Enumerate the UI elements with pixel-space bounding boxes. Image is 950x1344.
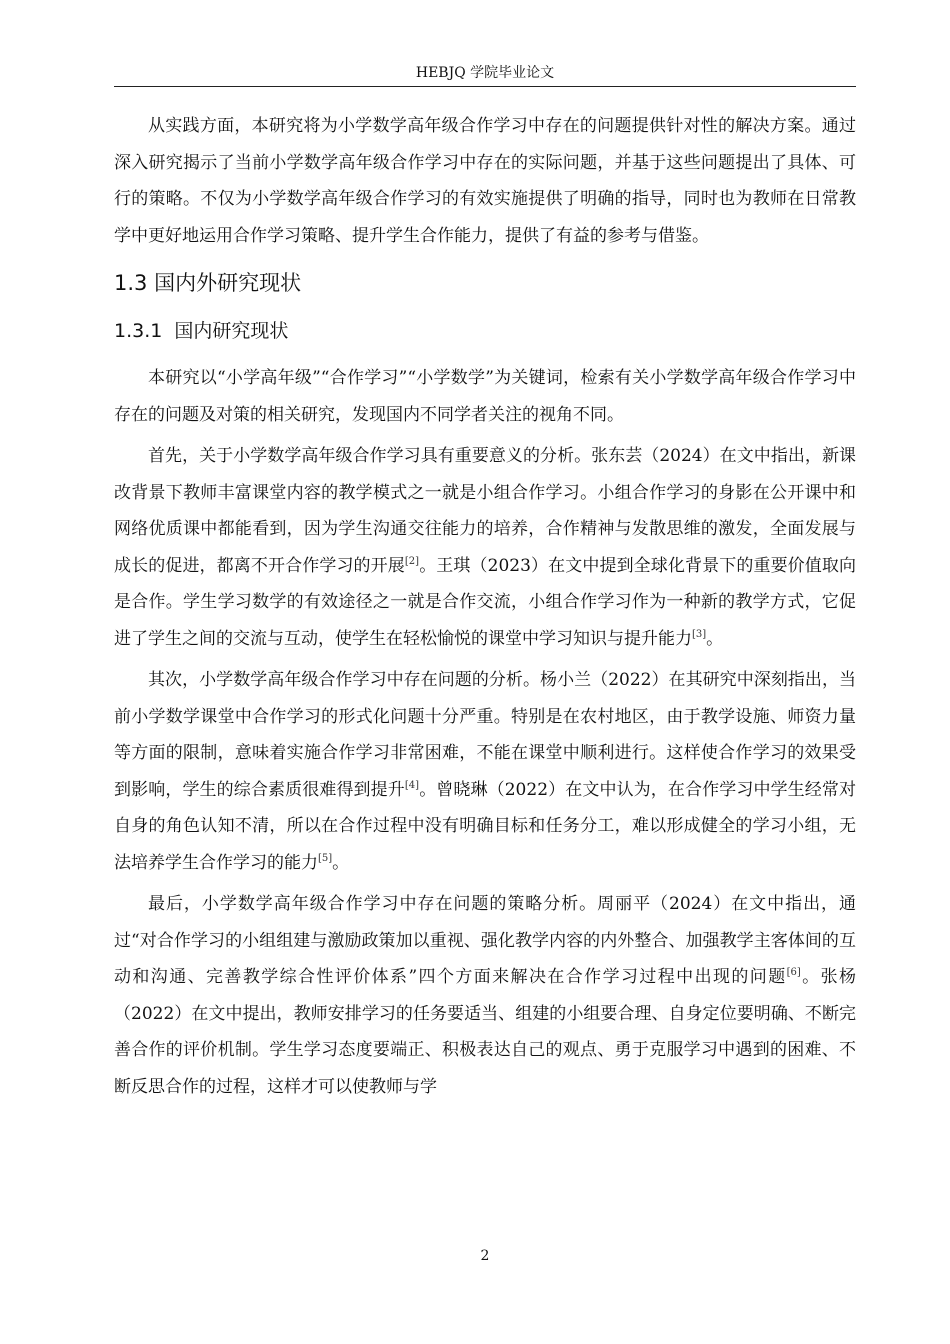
paragraph-last [114, 886, 856, 1105]
page-header: HEBJQ 学院毕业论文 [415, 65, 555, 81]
page-body [114, 108, 856, 1110]
paragraph-intro: 本研究以“小学高年级”“合作学习”“小学数学”为关键词，检索有关小学数学高年级合作学习中存在的问题及对策的相关研究，发现国内不同学者关注的视角不同。 [114, 368, 856, 425]
paragraph-first-text-c: 。 [706, 628, 724, 649]
paragraph-first [114, 438, 856, 657]
subsection-title: 国内研究现状 [174, 320, 289, 342]
paragraph-practice: 从实践方面，本研究将为小学数学高年级合作学习中存在的问题提供针对性的解决方案。通过深入研究揭示了当前小学数学高年级合作学习中存在的实际问题，并基于这些问题提出了具体、可行的策略。不仅为小学数学高年级合作学习的有效实施提供了明确的指导，同时也为教师在日常教学中更好地运用合作学习策略、提升学生合作能力，提供了有益的参考与借鉴。 [114, 116, 856, 246]
paragraph-second-text-a: 其次，小学数学高年级合作学习中存在问题的分析。杨小兰（2022）在其研究中深刻指出，当前小学数学课堂中合作学习的形式化问题十分严重。特别是在农村地区，由于教学设施、师资力量等方面的限制，意味着实施合作学习非常困难，不能在课堂中顺利进行。这样使合作学习的效果受到影响，学生的综合素质很难得到提升 [114, 670, 856, 800]
section-heading: 1.3 国内外研究现状 [114, 271, 302, 295]
header-rule [114, 86, 856, 87]
citation-6: [6] [786, 967, 801, 978]
citation-5: [5] [318, 852, 333, 864]
paragraph-last-text-b: 。张杨（2022）在文中提出，教师安排学习的任务要适当、组建的小组要合理、自身定位要明确、不断完善合作的评价机制。学生学习态度要端正、积极表达自己的观点、勇于克服学习中遇到的困难、不断反思合作的过程，这样才可以使教师与学 [114, 967, 856, 1097]
paragraph-last-text-a: 最后，小学数学高年级合作学习中存在问题的策略分析。周丽平（2024）在文中指出，通过“对合作学习的小组组建与激励政策加以重视、强化教学内容的内外整合、加强教学主客体间的互动和沟通、完善教学综合性评价体系”四个方面来解决在合作学习过程中出现的问题 [114, 894, 856, 987]
paragraph-second-text-b: 。曾晓琳（2022）在文中认为，在合作学习中学生经常对自身的角色认知不清，所以在合作过程中没有明确目标和任务分工，难以形成健全的学习小组，无法培养学生合作学习的能力 [114, 779, 857, 873]
page-number: 2 [480, 1248, 490, 1264]
paragraph-second-text-c: 。 [332, 852, 350, 873]
citation-3: [3] [692, 628, 707, 640]
citation-4: [4] [404, 779, 420, 791]
paragraph-second [114, 662, 856, 881]
citation-2: [2] [404, 555, 420, 567]
paragraph-first-text-b: 。王琪（2023）在文中提到全球化背景下的重要价值取向是合作。学生学习数学的有效途径之一就是合作交流，小组合作学习作为一种新的教学方式，它促进了学生之间的交流与互动，使学生在轻松愉悦的课堂中学习知识与提升能力 [114, 555, 857, 649]
subsection-number: 1.3.1 [114, 320, 163, 342]
subsection-heading [114, 316, 856, 346]
paragraph-first-text-a: 首先，关于小学数学高年级合作学习具有重要意义的分析。张东芸（2024）在文中指出，新课改背景下教师丰富课堂内容的教学模式之一就是小组合作学习。小组合作学习的身影在公开课中和网络优质课中都能看到，因为学生沟通交往能力的培养，合作精神与发散思维的激发，全面发展与成长的促进，都离不开合作学习的开展 [114, 446, 856, 576]
